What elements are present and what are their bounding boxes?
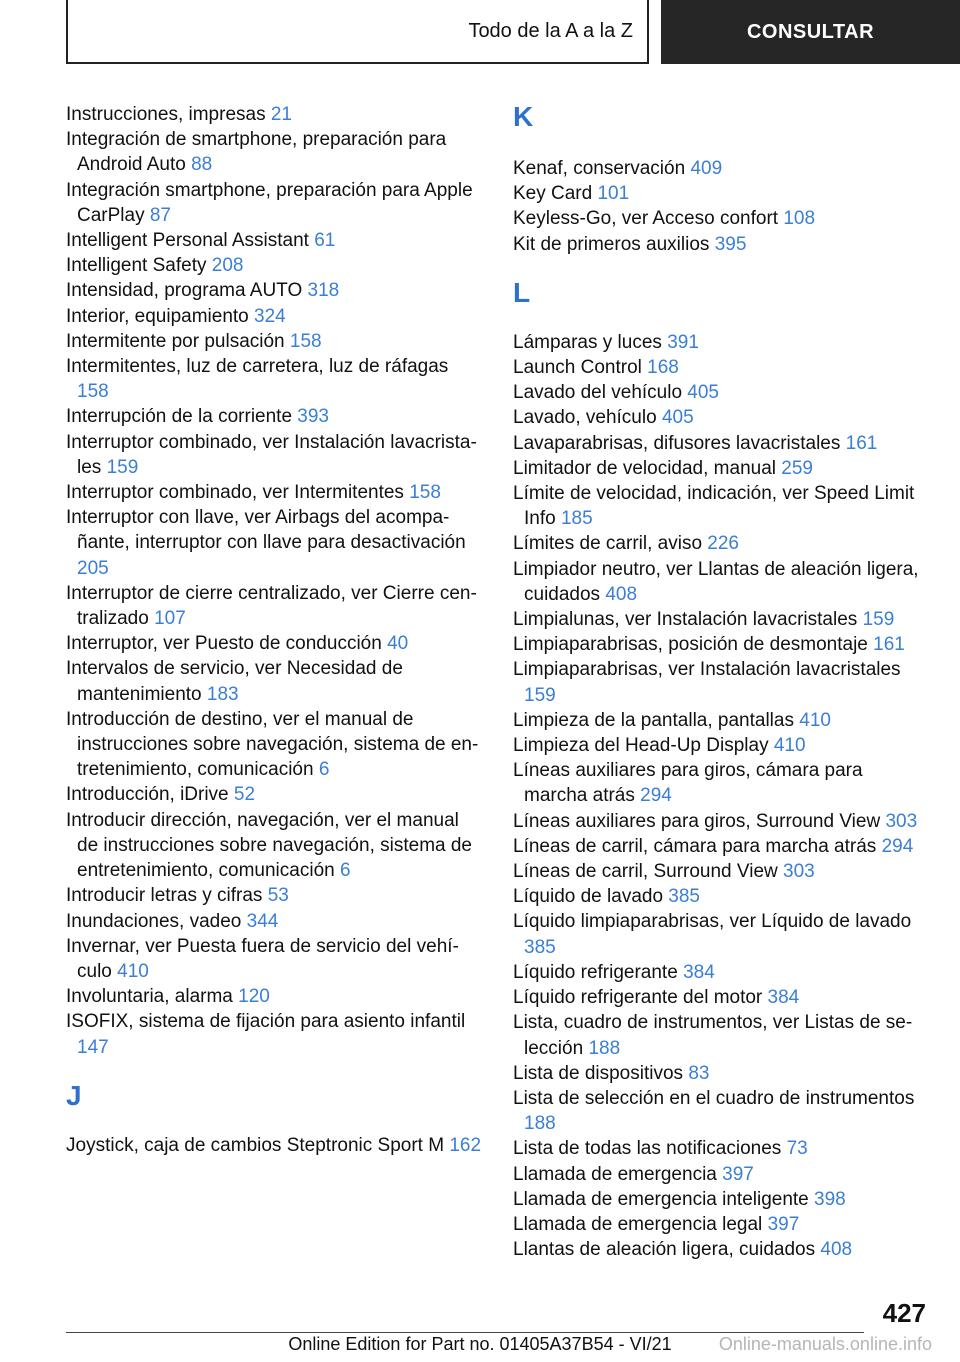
page-link[interactable]: 395 — [714, 233, 747, 255]
index-entry — [513, 884, 923, 909]
page-link[interactable]: 185 — [560, 508, 593, 530]
index-entry — [513, 481, 923, 531]
index-entry-text: Lavaparabrisas, difusores lavacristales — [513, 432, 841, 454]
index-entry-text: Inundaciones, vadeo — [66, 910, 242, 932]
index-entry — [513, 909, 923, 959]
index-entry-text: Líquido refrigerante del motor — [513, 987, 763, 1009]
index-entry — [66, 883, 482, 908]
page-link[interactable]: 303 — [783, 861, 815, 883]
page-link[interactable]: 205 — [77, 557, 109, 579]
index-entry-text: Intervalos de servicio, ver Necesidad de mantenimiento — [66, 658, 403, 705]
index-entry-text: Líneas de carril, Surround View — [513, 861, 778, 883]
index-entry-text: Introducción, iDrive — [66, 784, 229, 806]
index-entry-text: Interruptor combinado, ver Instalación lavacristales — [66, 431, 477, 478]
footer-watermark: Online-manuals.online.info — [718, 1334, 932, 1354]
page-link[interactable]: 40 — [387, 633, 409, 655]
index-entry-text: Llantas de aleación ligera, cuidados — [513, 1239, 816, 1261]
index-entry — [513, 232, 923, 257]
page-link[interactable]: 397 — [722, 1163, 754, 1185]
page-link[interactable]: 158 — [409, 482, 441, 504]
index-entry — [66, 178, 482, 228]
index-column-left — [66, 102, 482, 1158]
page-link[interactable]: 88 — [191, 154, 213, 176]
page-link[interactable]: 384 — [683, 961, 715, 983]
index-entry — [513, 859, 923, 884]
index-entry-text: Lista, cuadro de instrumentos, ver Listas de selección — [513, 1012, 913, 1059]
index-entry-text: Limpieza de la pantalla, pantallas — [513, 709, 794, 731]
index-letter-heading: K — [513, 101, 534, 132]
index-entry — [66, 404, 482, 429]
page-link[interactable]: 393 — [297, 406, 329, 428]
index-entry — [66, 505, 482, 581]
index-entry-text: Líquido de lavado — [513, 886, 664, 908]
index-entry-text: Líquido refrigerante — [513, 961, 678, 983]
index-entry-text: Lavado, vehículo — [513, 407, 657, 429]
index-column-right — [513, 102, 923, 1262]
index-entry — [513, 206, 923, 231]
page-link[interactable]: 226 — [707, 533, 739, 555]
page-link[interactable]: 405 — [687, 382, 719, 404]
index-entry-text: Limpiaparabrisas, posición de desmontaje — [513, 634, 868, 656]
page-link[interactable]: 159 — [106, 456, 139, 478]
index-entry — [66, 656, 482, 706]
page-link[interactable]: 161 — [845, 432, 878, 454]
index-entry-text: Limpiador neutro, ver Llantas de aleación ligera, cuidados — [513, 558, 919, 605]
index-entry-text: Key Card — [513, 183, 593, 205]
index-entry — [66, 909, 482, 934]
tab-consult[interactable] — [661, 0, 960, 64]
index-entry-text: Introducir dirección, navegación, ver el manual de instrucciones sobre navegación, sistema de entretenimiento, comunicación — [66, 809, 473, 882]
page-link[interactable]: 385 — [668, 886, 700, 908]
index-entry-text: Líneas auxiliares para giros, cámara para marcha atrás — [513, 760, 863, 807]
page-link[interactable]: 391 — [667, 331, 699, 353]
index-entry — [66, 354, 482, 404]
index-entry — [513, 1187, 923, 1212]
index-entry — [66, 127, 482, 177]
index-entry-text: Interruptor con llave, ver Airbags del acompañante, interruptor con llave para desactivación — [66, 507, 466, 554]
index-entry — [66, 430, 482, 480]
page-link[interactable]: 101 — [597, 183, 630, 205]
index-entry — [513, 156, 923, 181]
index-entry — [513, 557, 923, 607]
index-entry-text: Límites de carril, aviso — [513, 533, 703, 555]
index-entry — [513, 632, 923, 657]
index-entry — [513, 607, 923, 632]
page-link[interactable]: 303 — [885, 810, 918, 832]
page-link[interactable]: 410 — [117, 960, 149, 982]
index-entry — [513, 1061, 923, 1086]
index-entry — [513, 834, 923, 859]
index-entry-text: Introducir letras y cifras — [66, 885, 263, 907]
index-entry — [66, 782, 482, 807]
page-link[interactable]: 73 — [786, 1138, 808, 1160]
index-entry — [513, 405, 923, 430]
index-entry — [513, 456, 923, 481]
index-entry — [513, 531, 923, 556]
index-entry-text: Líquido limpiaparabrisas, ver Líquido de lavado — [513, 911, 912, 933]
index-entry-text: Integración smartphone, preparación para Apple CarPlay — [66, 179, 473, 226]
page-link[interactable]: 52 — [233, 784, 256, 806]
tab-index-a-z[interactable] — [66, 0, 649, 64]
index-entry-text: Limpiaparabrisas, ver Instalación lavacristales — [513, 659, 901, 681]
index-entry — [513, 758, 923, 808]
tab-consult-label: CONSULTAR — [746, 20, 875, 43]
page-link[interactable]: 409 — [690, 158, 723, 179]
index-entry — [513, 960, 923, 985]
index-entry — [66, 808, 482, 884]
index-entry-text: Joystick, caja de cambios Steptronic Sport M — [66, 1134, 445, 1156]
index-entry-text: Intensidad, programa AUTO — [66, 280, 303, 302]
index-entry-text: Lista de selección en el cuadro de instrumentos — [513, 1087, 915, 1109]
page-link[interactable]: 87 — [149, 204, 171, 226]
page-link[interactable]: 158 — [289, 330, 322, 352]
index-entry — [66, 278, 482, 303]
page-link[interactable]: 294 — [640, 785, 672, 807]
page-link[interactable]: 161 — [873, 634, 905, 656]
page-link[interactable]: 324 — [254, 305, 286, 327]
index-entry-text: Interruptor, ver Puesto de conducción — [66, 633, 382, 655]
footer-divider — [66, 1332, 864, 1333]
index-entry-text: Llamada de emergencia — [513, 1163, 717, 1185]
index-entry — [513, 1086, 923, 1136]
page-link[interactable]: 168 — [647, 357, 679, 379]
page-link[interactable]: 410 — [799, 709, 831, 731]
index-entry — [66, 1133, 482, 1158]
page-link[interactable]: 398 — [814, 1188, 846, 1210]
index-entry-text: Introducción de destino, ver el manual de instrucciones sobre navegación, sistema de entretenimiento, comunicación — [66, 708, 479, 781]
index-entry — [513, 380, 923, 405]
index-entry-text: Lista de dispositivos — [513, 1062, 684, 1084]
index-entry-text: ISOFIX, sistema de fijación para asiento infantil — [66, 1011, 466, 1033]
index-entry-text: Llamada de emergencia legal — [513, 1213, 763, 1235]
index-entry — [66, 934, 482, 984]
index-entry — [66, 480, 482, 505]
index-entry-text: Launch Control — [513, 357, 642, 379]
index-entry — [513, 181, 923, 206]
index-letter-heading: J — [66, 1079, 82, 1111]
page-number: 427 — [882, 1298, 926, 1328]
tab-index-label: Todo de la A a la Z — [468, 19, 633, 42]
index-entry-text: Intelligent Safety — [66, 255, 207, 277]
page-link[interactable]: 108 — [783, 208, 816, 230]
index-entry-text: Intelligent Personal Assistant — [66, 230, 309, 252]
page-link[interactable]: 21 — [270, 104, 292, 125]
index-entry — [513, 708, 923, 733]
index-entry — [66, 707, 482, 783]
index-entry — [66, 228, 482, 253]
page-link[interactable]: 158 — [77, 381, 109, 403]
index-entry — [66, 329, 482, 354]
index-entry-text: Interior, equipamiento — [66, 305, 249, 327]
page-link[interactable]: 183 — [206, 683, 239, 705]
index-entry — [513, 1162, 923, 1187]
page-link[interactable]: 294 — [881, 835, 914, 857]
index-entry — [66, 1009, 482, 1059]
index-entry — [513, 431, 923, 456]
page-link[interactable]: 162 — [449, 1134, 482, 1156]
page-link[interactable]: 408 — [605, 583, 638, 605]
page-link[interactable]: 159 — [862, 609, 895, 631]
index-entry — [66, 102, 482, 127]
index-entry-text: Líneas auxiliares para giros, Surround View — [513, 810, 881, 832]
index-entry-text: Intermitente por pulsación — [66, 330, 285, 352]
page-link[interactable]: 107 — [154, 608, 186, 630]
page-link[interactable]: 259 — [781, 457, 813, 479]
index-entry — [66, 631, 482, 656]
index-entry — [513, 1136, 923, 1161]
index-entry — [513, 330, 923, 355]
index-entry-text: Kit de primeros auxilios — [513, 233, 710, 255]
page-link[interactable]: 6 — [318, 759, 330, 781]
page-link[interactable]: 83 — [688, 1062, 710, 1084]
index-entry-text: Lista de todas las notificaciones — [513, 1138, 782, 1160]
index-entry-text: Limpialunas, ver Instalación lavacristales — [513, 609, 858, 631]
index-entry — [66, 984, 482, 1009]
index-entry-text: Interruptor de cierre centralizado, ver Cierre centralizado — [66, 582, 477, 630]
page-link[interactable]: 408 — [820, 1239, 853, 1261]
index-entry — [66, 581, 482, 631]
index-entry-text: Límite de velocidad, indicación, ver Speed Limit Info — [513, 483, 915, 530]
index-entry-text: Interrupción de la corriente — [66, 406, 293, 428]
page-link[interactable]: 53 — [267, 885, 289, 907]
index-entry — [66, 304, 482, 329]
page-link[interactable]: 147 — [77, 1036, 109, 1058]
index-entry-text: Llamada de emergencia inteligente — [513, 1188, 809, 1210]
page-link[interactable]: 344 — [246, 910, 279, 932]
page-link[interactable]: 159 — [524, 684, 556, 706]
page-link[interactable]: 410 — [773, 735, 806, 757]
index-entry-text: Lavado del vehículo — [513, 382, 683, 404]
index-entry-text: Intermitentes, luz de carretera, luz de ráfagas — [66, 356, 449, 378]
page-link[interactable]: 188 — [588, 1037, 621, 1059]
index-entry — [513, 733, 923, 758]
page-link[interactable]: 397 — [767, 1213, 800, 1235]
index-entry-text: Involuntaria, alarma — [66, 986, 233, 1008]
page-link[interactable]: 120 — [238, 986, 270, 1008]
index-entry — [513, 355, 923, 380]
index-entry-text: Lámparas y luces — [513, 331, 662, 353]
index-entry-text: Instrucciones, impresas — [66, 104, 266, 125]
index-entry — [513, 657, 923, 707]
page-link[interactable]: 188 — [524, 1113, 556, 1135]
index-entry-text: Limpieza del Head-Up Display — [513, 735, 769, 757]
index-entry-text: Kenaf, conservación — [513, 158, 686, 179]
page-link[interactable]: 318 — [307, 280, 340, 302]
index-entry — [513, 1010, 923, 1060]
index-entry — [513, 985, 923, 1010]
index-entry-text: Interruptor combinado, ver Intermitentes — [66, 482, 404, 504]
page-link[interactable]: 208 — [211, 255, 244, 277]
index-entry — [513, 1237, 923, 1262]
index-entry — [66, 253, 482, 278]
page-link[interactable]: 61 — [314, 230, 336, 252]
index-letter-heading: L — [513, 276, 531, 308]
page-link[interactable]: 6 — [339, 860, 351, 882]
index-entry-text: Keyless-Go, ver Acceso confort — [513, 208, 779, 230]
index-entry-text: Integración de smartphone, preparación para Android Auto — [66, 129, 447, 176]
index-entry — [513, 1212, 923, 1237]
footer-edition: Online Edition for Part no. 01405A37B54 - VI/21 — [288, 1334, 672, 1354]
index-entry — [513, 809, 923, 834]
index-entry-text: Invernar, ver Puesta fuera de servicio del vehículo — [66, 935, 459, 982]
index-entry-text: Limitador de velocidad, manual — [513, 457, 776, 479]
page-link[interactable]: 384 — [767, 987, 800, 1009]
page-link[interactable]: 405 — [661, 407, 694, 429]
page-link[interactable]: 385 — [524, 936, 556, 958]
index-entry-text: Líneas de carril, cámara para marcha atrás — [513, 835, 877, 857]
